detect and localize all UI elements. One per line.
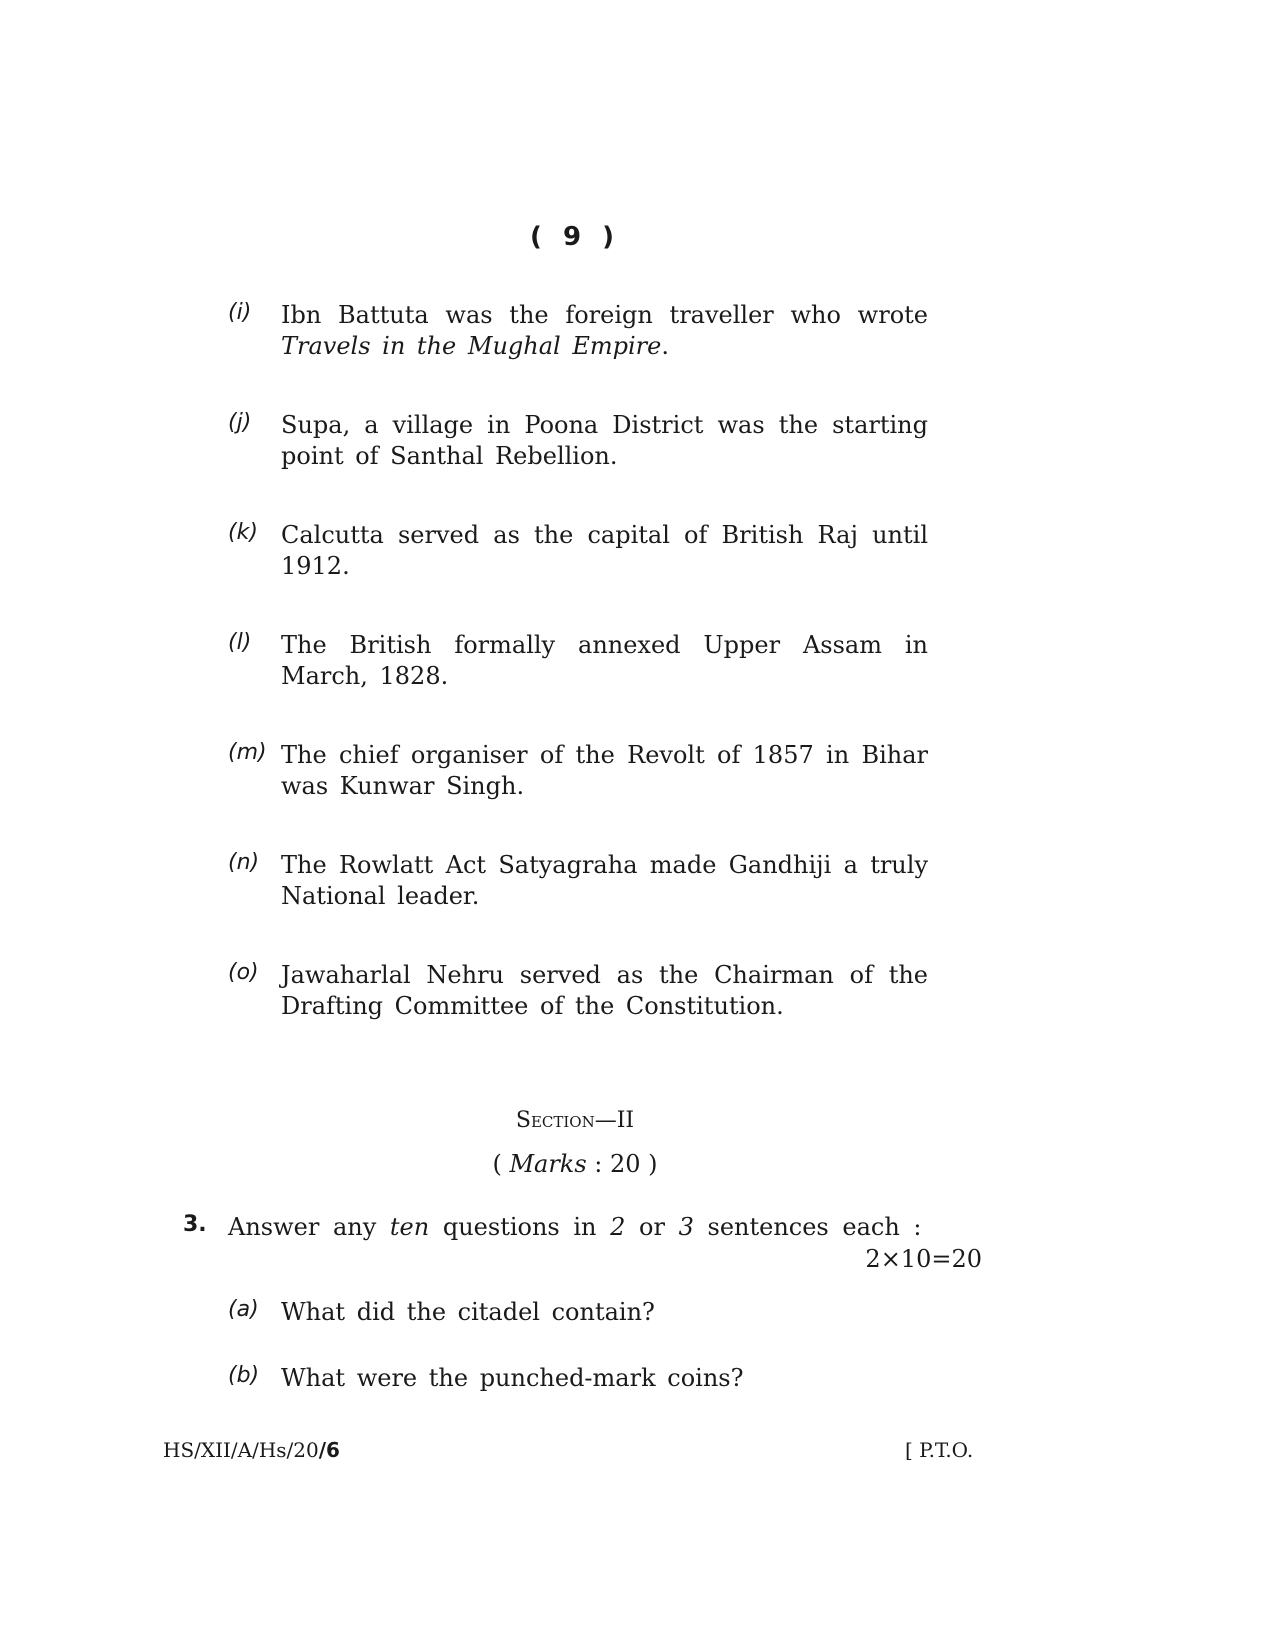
statement-text: Ibn Battuta was the foreign traveller who wrote Travels in the Mughal Empire. [281, 301, 928, 360]
subquestion-b [228, 1363, 928, 1394]
statement-text: The Rowlatt Act Satyagraha made Gandhiji a truly National leader. [281, 851, 928, 910]
question-marks: 2×10=20 [865, 1245, 982, 1273]
question-number: 3. [183, 1212, 207, 1237]
subquestion-label: (b) [228, 1363, 260, 1388]
question-text: Answer any ten questions in 2 or 3 sentences each : [228, 1213, 922, 1241]
section-marks: ( Marks : 20 ) [492, 1150, 658, 1178]
statement-text: The chief organiser of the Revolt of 1857 in Bihar was Kunwar Singh. [281, 741, 928, 800]
statement-l [228, 630, 928, 692]
subquestion-text: What did the citadel contain? [281, 1298, 655, 1326]
section-heading: Section—II [515, 1108, 635, 1133]
statement-text: Jawaharlal Nehru served as the Chairman of the Drafting Committee of the Constitution. [281, 961, 928, 1020]
statement-label: (l) [228, 630, 252, 655]
subquestion-a [228, 1297, 928, 1328]
subquestion-text: What were the punched-mark coins? [281, 1364, 744, 1392]
statement-label: (i) [228, 300, 252, 325]
statement-text: Supa, a village in Poona District was the starting point of Santhal Rebellion. [281, 411, 928, 470]
pto-note: [ P.T.O. [905, 1438, 974, 1462]
statement-label: (j) [228, 410, 252, 435]
statement-label: (o) [228, 960, 259, 985]
statement-label: (k) [228, 520, 258, 545]
statement-j [228, 410, 928, 472]
page-number: ( 9 ) [530, 222, 620, 252]
statement-i [228, 300, 928, 362]
paper-code: HS/XII/A/Hs/20/6 [163, 1438, 340, 1462]
book-title: Travels in the Mughal Empire [281, 332, 662, 360]
statement-label: (m) [228, 740, 267, 765]
subquestion-label: (a) [228, 1297, 259, 1322]
statement-n [228, 850, 928, 912]
statement-text: Calcutta served as the capital of British Raj until 1912. [281, 521, 928, 580]
statement-m [228, 740, 928, 802]
statement-text: The British formally annexed Upper Assam in March, 1828. [281, 631, 928, 690]
statement-k [228, 520, 928, 582]
question-3 [183, 1212, 983, 1273]
statement-o [228, 960, 928, 1022]
statement-label: (n) [228, 850, 260, 875]
